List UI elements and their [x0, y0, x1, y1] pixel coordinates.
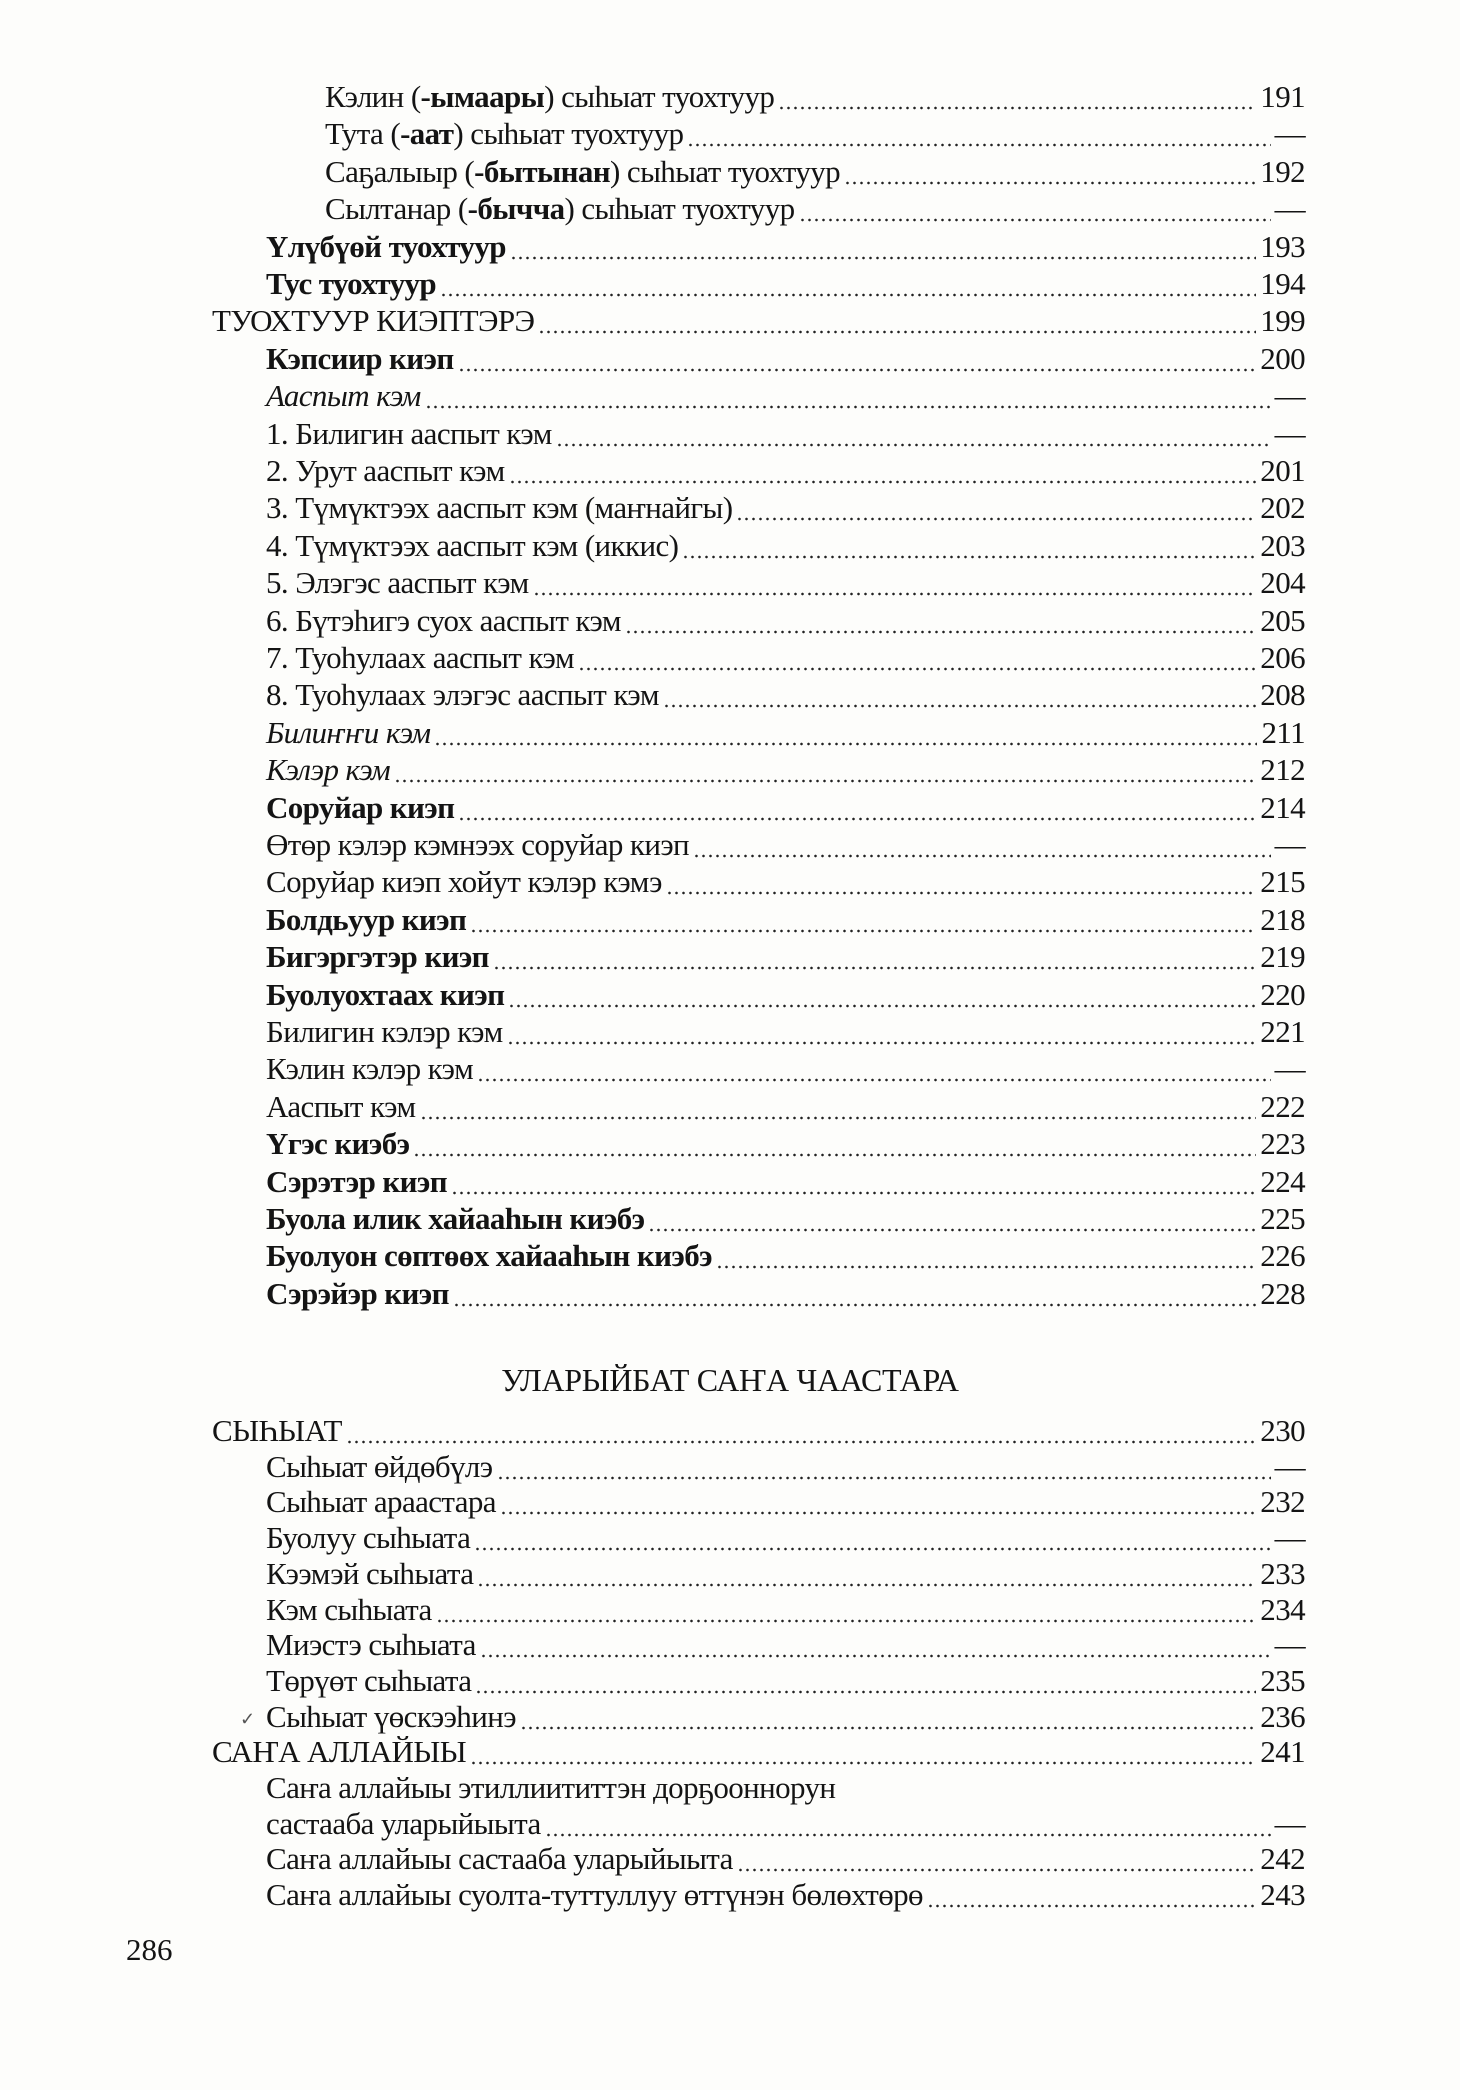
title-text: Тус туохтуур	[266, 266, 437, 301]
toc-entry-title	[266, 1521, 470, 1555]
toc-entry	[0, 1842, 1305, 1876]
title-text: Кэпсиир киэп	[266, 340, 454, 376]
toc-entry-title	[325, 117, 683, 151]
toc-entry-page: —	[1274, 1520, 1305, 1556]
dot-leader	[510, 230, 1256, 264]
toc-entry-title	[266, 491, 732, 525]
toc-entry-title	[325, 155, 840, 189]
title-text: Саҥа аллайыы суолта-туттуллуу өттүнэн бөлөхтөрө	[266, 1877, 923, 1913]
title-text: Соруйар киэп	[266, 789, 455, 825]
title-text: 2. Урут ааспыт кэм	[266, 453, 505, 488]
toc-entry-page: 228	[1260, 1275, 1305, 1311]
title-text: Өтөр кэлэр кэмнээх соруйар киэп	[266, 827, 690, 862]
toc-entry	[0, 1277, 1305, 1311]
toc-entry-page: 206	[1260, 640, 1305, 675]
dot-leader	[474, 1521, 1270, 1555]
toc-entry-page: 205	[1260, 602, 1305, 638]
toc-entry-page: 193	[1260, 228, 1305, 264]
title-text: Болдьуур киэп	[266, 901, 467, 937]
title-text: Сэрэйэр киэп	[266, 1275, 449, 1311]
toc-entry	[0, 1700, 1305, 1734]
toc-entry-title	[266, 1015, 503, 1049]
title-text: састааба уларыйыыта	[266, 1805, 541, 1841]
toc-entry-title	[266, 1052, 473, 1086]
title-text: САҤА АЛЛАЙЫЫ	[212, 1734, 467, 1770]
toc-entry-title	[212, 1414, 342, 1448]
title-text: Үгэс киэбэ	[266, 1126, 410, 1162]
toc-entry	[0, 828, 1305, 862]
toc-entry-title	[266, 678, 659, 712]
title-text: 8. Туоһулаах элэгэс ааспыт кэм	[266, 677, 659, 713]
page-number: 286	[126, 1932, 173, 1967]
toc-entry-page: 215	[1260, 864, 1305, 900]
dot-leader	[693, 828, 1271, 862]
toc-entry-title	[266, 1202, 644, 1236]
title-text: Саҥа аллайыы састааба уларыйыыта	[266, 1841, 733, 1877]
dot-leader	[493, 940, 1256, 974]
dot-leader	[687, 117, 1270, 151]
toc-entry	[0, 529, 1305, 563]
toc-entry	[0, 1521, 1305, 1555]
dot-leader	[716, 1239, 1256, 1273]
toc-entry-page: 219	[1260, 939, 1305, 975]
toc-entry	[0, 1450, 1305, 1484]
toc-entry-title	[266, 1485, 496, 1519]
title-text: Миэстэ сыһыата	[266, 1627, 476, 1663]
toc-entry-title	[266, 1664, 471, 1698]
toc-entry	[0, 1239, 1305, 1273]
toc-entry-title	[266, 454, 505, 488]
title-text: Саҥа аллайыы этиллиититтэн дорҕооннорун	[266, 1770, 836, 1805]
toc-entry-page: —	[1274, 378, 1305, 414]
toc-entry-page: 224	[1260, 1163, 1305, 1199]
title-text: Буолуу сыһыата	[266, 1520, 471, 1556]
title-text: 5. Элэгэс ааспыт кэм	[266, 565, 529, 601]
dot-leader	[477, 1557, 1256, 1591]
dot-leader	[470, 903, 1256, 937]
toc-entry-page: 201	[1260, 453, 1305, 488]
toc-entry-page: 218	[1260, 901, 1305, 937]
toc-entry	[0, 80, 1305, 114]
toc-entry-title	[266, 267, 436, 301]
dot-leader	[497, 1450, 1271, 1484]
dot-leader	[799, 192, 1271, 226]
toc-entry-page: 241	[1260, 1734, 1305, 1770]
title-text: Буола илик хайааһын киэбэ	[266, 1201, 645, 1236]
toc-entry-page: 222	[1260, 1088, 1305, 1124]
title-text: Сыһыат араастара	[266, 1484, 496, 1520]
toc-entry	[0, 491, 1305, 525]
toc-entry-page: 235	[1260, 1662, 1305, 1698]
toc-entry	[0, 1771, 1305, 1805]
dot-leader	[346, 1414, 1256, 1448]
toc-entry	[0, 117, 1305, 151]
toc-entry	[0, 791, 1305, 825]
dot-leader	[451, 1165, 1256, 1199]
toc-entry	[0, 1735, 1305, 1769]
dot-leader	[538, 304, 1256, 338]
toc-entry	[0, 604, 1305, 638]
dot-leader	[477, 1052, 1270, 1086]
toc-entry	[0, 1127, 1305, 1161]
toc-entry	[0, 417, 1305, 451]
dot-leader	[440, 267, 1256, 301]
title-text: Билигин кэлэр кэм	[266, 1014, 503, 1049]
dot-leader	[533, 566, 1257, 600]
toc-entry-page: 236	[1260, 1698, 1305, 1734]
toc-entry-title	[325, 80, 774, 114]
dot-leader	[480, 1628, 1271, 1662]
toc-entry-title	[266, 1277, 449, 1311]
toc-entry-page: 232	[1260, 1484, 1305, 1520]
toc-entry-page: 211	[1261, 714, 1305, 750]
toc-entry-title	[266, 1450, 493, 1484]
title-text: Бигэргэтэр киэп	[266, 939, 489, 975]
title-text: Сыһыат өйдөбүлэ	[266, 1448, 493, 1484]
toc-entry-title	[325, 192, 795, 226]
dot-leader	[520, 1700, 1256, 1734]
toc-entry	[0, 192, 1305, 226]
title-text: Буолуохтаах киэп	[266, 976, 505, 1012]
dot-leader	[500, 1485, 1256, 1519]
toc-entry	[0, 1202, 1305, 1236]
dot-leader	[648, 1202, 1256, 1236]
toc-entry-title	[266, 753, 390, 787]
title-suffix-bold: -ымаары	[420, 79, 545, 114]
title-text: 4. Түмүктээх ааспыт кэм (иккис)	[266, 527, 679, 563]
toc-entry-title	[266, 791, 454, 825]
toc-entry	[0, 1414, 1305, 1448]
title-text: 7. Туоһулаах ааспыт кэм	[266, 640, 574, 675]
dot-leader	[425, 379, 1271, 413]
toc-entry-title	[266, 641, 574, 675]
toc-entry	[0, 566, 1305, 600]
title-suffix-bold: -аат	[400, 116, 454, 152]
toc-entry-title	[266, 1127, 409, 1161]
toc-entry-title	[266, 903, 466, 937]
toc-entry	[0, 1485, 1305, 1519]
toc-entry	[0, 1165, 1305, 1199]
toc-entry-page: 214	[1260, 789, 1305, 825]
toc-entry	[0, 1015, 1305, 1049]
toc-entry	[0, 454, 1305, 488]
dot-leader	[556, 417, 1271, 451]
toc-entry	[0, 716, 1305, 750]
toc-entry	[0, 678, 1305, 712]
toc-entry	[0, 903, 1305, 937]
title-text: ) сыһыат туохтуур	[610, 153, 841, 189]
dot-leader	[545, 1807, 1271, 1841]
title-text: Кэлэр кэм	[266, 752, 391, 788]
title-text: СЫҺЫАТ	[212, 1413, 342, 1448]
toc-entry-title	[266, 529, 678, 563]
toc-entry-title	[266, 865, 662, 899]
title-text: Кэлин кэлэр кэм	[266, 1051, 474, 1087]
title-text: Тута (	[325, 116, 401, 152]
toc-entry-title	[212, 304, 534, 338]
toc-entry-title	[266, 940, 489, 974]
toc-entry	[0, 753, 1305, 787]
toc-entry	[0, 940, 1305, 974]
dot-leader	[507, 1015, 1257, 1049]
toc-entry	[0, 1090, 1305, 1124]
toc-entry-title	[266, 1090, 416, 1124]
title-text: ) сыһыат туохтуур	[564, 191, 795, 227]
dot-leader	[778, 80, 1256, 114]
toc-entry-page: 202	[1260, 490, 1305, 526]
title-text: Үлүбүөй туохтуур	[266, 228, 506, 264]
pencil-check-mark-icon: ✓	[240, 1709, 256, 1729]
toc-entry-title	[266, 1628, 476, 1662]
toc-entry	[0, 379, 1305, 413]
toc-entry-page: —	[1274, 116, 1305, 152]
toc-entry	[0, 267, 1305, 301]
toc-entry-page: 221	[1260, 1014, 1305, 1049]
toc-entry	[0, 865, 1305, 899]
toc-entry-page: —	[1274, 191, 1305, 227]
title-text: ) сыһыат туохтуур	[453, 116, 684, 152]
dot-leader	[666, 865, 1256, 899]
toc-entry-page: 194	[1260, 266, 1305, 301]
dot-leader	[413, 1127, 1256, 1161]
toc-entry-page: 225	[1260, 1201, 1305, 1236]
dot-leader	[420, 1090, 1257, 1124]
toc-entry-title	[266, 978, 504, 1012]
toc-entry-page: —	[1274, 1805, 1305, 1841]
toc-entry	[0, 1664, 1305, 1698]
toc-entry-title	[266, 828, 689, 862]
dot-leader	[844, 155, 1256, 189]
dot-leader	[453, 1277, 1256, 1311]
toc-entry	[0, 342, 1305, 376]
toc-entry-page: 242	[1260, 1841, 1305, 1877]
toc-entry-page: 199	[1260, 303, 1305, 339]
toc-entry-page: 191	[1260, 79, 1305, 114]
dot-leader	[434, 716, 1257, 750]
toc-entry	[0, 978, 1305, 1012]
dot-leader	[663, 678, 1256, 712]
toc-entry-page: 208	[1260, 677, 1305, 713]
toc-entry-title	[266, 1771, 835, 1805]
toc-entry-page: 212	[1260, 752, 1305, 788]
title-text: Буолуон сөптөөх хайааһын киэбэ	[266, 1238, 712, 1274]
toc-entry-title	[266, 1557, 473, 1591]
dot-leader	[470, 1735, 1256, 1769]
title-suffix-bold: -бытынан	[474, 153, 611, 189]
title-text: Кээмэй сыһыата	[266, 1555, 474, 1591]
title-text: Ааспыт кэм	[266, 1088, 416, 1124]
title-text: Саҕалыыр (	[325, 153, 475, 189]
toc-entry	[0, 641, 1305, 675]
title-text: Соруйар киэп хойут кэлэр кэмэ	[266, 864, 662, 900]
dot-leader	[927, 1878, 1256, 1912]
dot-leader	[737, 1842, 1257, 1876]
dot-leader	[736, 491, 1256, 525]
toc-entry-title	[266, 1842, 733, 1876]
toc-entry-page: 230	[1260, 1413, 1305, 1448]
title-text: Кэлин (	[325, 79, 421, 114]
title-text: Билиҥҥи кэм	[266, 714, 431, 750]
toc-entry-title	[266, 1593, 432, 1627]
title-text: ) сыһыат туохтуур	[544, 79, 775, 114]
toc-entry-title	[266, 604, 621, 638]
toc-entry-page: 220	[1260, 976, 1305, 1012]
toc-entry-page: 203	[1260, 527, 1305, 563]
title-text: Ааспыт кэм	[266, 378, 421, 414]
toc-entry	[0, 155, 1305, 189]
title-text: Сылтанар (	[325, 191, 468, 227]
toc-entry-title	[212, 1735, 466, 1769]
toc-entry-title	[266, 1700, 516, 1734]
toc-entry-title	[266, 230, 506, 264]
toc-entry-page: —	[1274, 1051, 1305, 1087]
toc-entry-title	[266, 417, 552, 451]
title-text: Кэм сыһыата	[266, 1591, 432, 1627]
toc-entry-page: —	[1274, 1448, 1305, 1484]
toc-entry-page: 200	[1260, 340, 1305, 376]
toc-entry-page: 223	[1260, 1126, 1305, 1162]
title-suffix-bold: -бычча	[467, 191, 565, 227]
toc-entry-page: 234	[1260, 1591, 1305, 1627]
toc-entry	[0, 1807, 1305, 1841]
toc-entry-page: —	[1274, 827, 1305, 862]
toc-entry-title	[266, 1239, 712, 1273]
dot-leader	[458, 342, 1257, 376]
toc-entry	[0, 1878, 1305, 1912]
toc-entry	[0, 230, 1305, 264]
dot-leader	[625, 604, 1256, 638]
title-text: 3. Түмүктээх ааспыт кэм (маҥнайгы)	[266, 490, 733, 526]
toc-entry-page: —	[1274, 415, 1305, 451]
title-text: Сыһыат үөскээһинэ	[266, 1698, 516, 1734]
title-text: ТУОХТУУР КИЭПТЭРЭ	[212, 303, 535, 339]
title-text: Сэрэтэр киэп	[266, 1163, 447, 1199]
dot-leader	[682, 529, 1256, 563]
toc-entry-page: —	[1274, 1627, 1305, 1663]
toc-entry-title	[266, 1807, 541, 1841]
toc-entry-title	[266, 566, 529, 600]
section-heading: УЛАРЫЙБАТ САҤА ЧААСТАРА	[501, 1362, 959, 1398]
toc-entry	[0, 1052, 1305, 1086]
toc-entry	[0, 1628, 1305, 1662]
dot-leader	[509, 454, 1257, 488]
toc-entry-title	[266, 342, 454, 376]
toc-entry-page: 204	[1260, 565, 1305, 601]
toc-entry-title	[266, 716, 430, 750]
toc-entry	[0, 1593, 1305, 1627]
toc-entry-title	[266, 1165, 447, 1199]
toc-entry-page: 226	[1260, 1238, 1305, 1274]
toc-entry-page: 233	[1260, 1555, 1305, 1591]
toc-entry-page: 192	[1260, 153, 1305, 189]
dot-leader	[475, 1664, 1256, 1698]
title-text: 1. Билигин ааспыт кэм	[266, 415, 552, 451]
dot-leader	[436, 1593, 1257, 1627]
dot-leader	[458, 791, 1256, 825]
toc-entry	[0, 304, 1305, 338]
dot-leader	[578, 641, 1256, 675]
toc-entry-title	[266, 379, 421, 413]
title-text: 6. Бүтэһигэ суох ааспыт кэм	[266, 602, 621, 638]
title-text: Төрүөт сыһыата	[266, 1662, 472, 1698]
toc-entry	[0, 1557, 1305, 1591]
dot-leader	[508, 978, 1256, 1012]
dot-leader	[394, 753, 1256, 787]
toc-entry-page: 243	[1260, 1877, 1305, 1913]
toc-entry-title	[266, 1878, 923, 1912]
